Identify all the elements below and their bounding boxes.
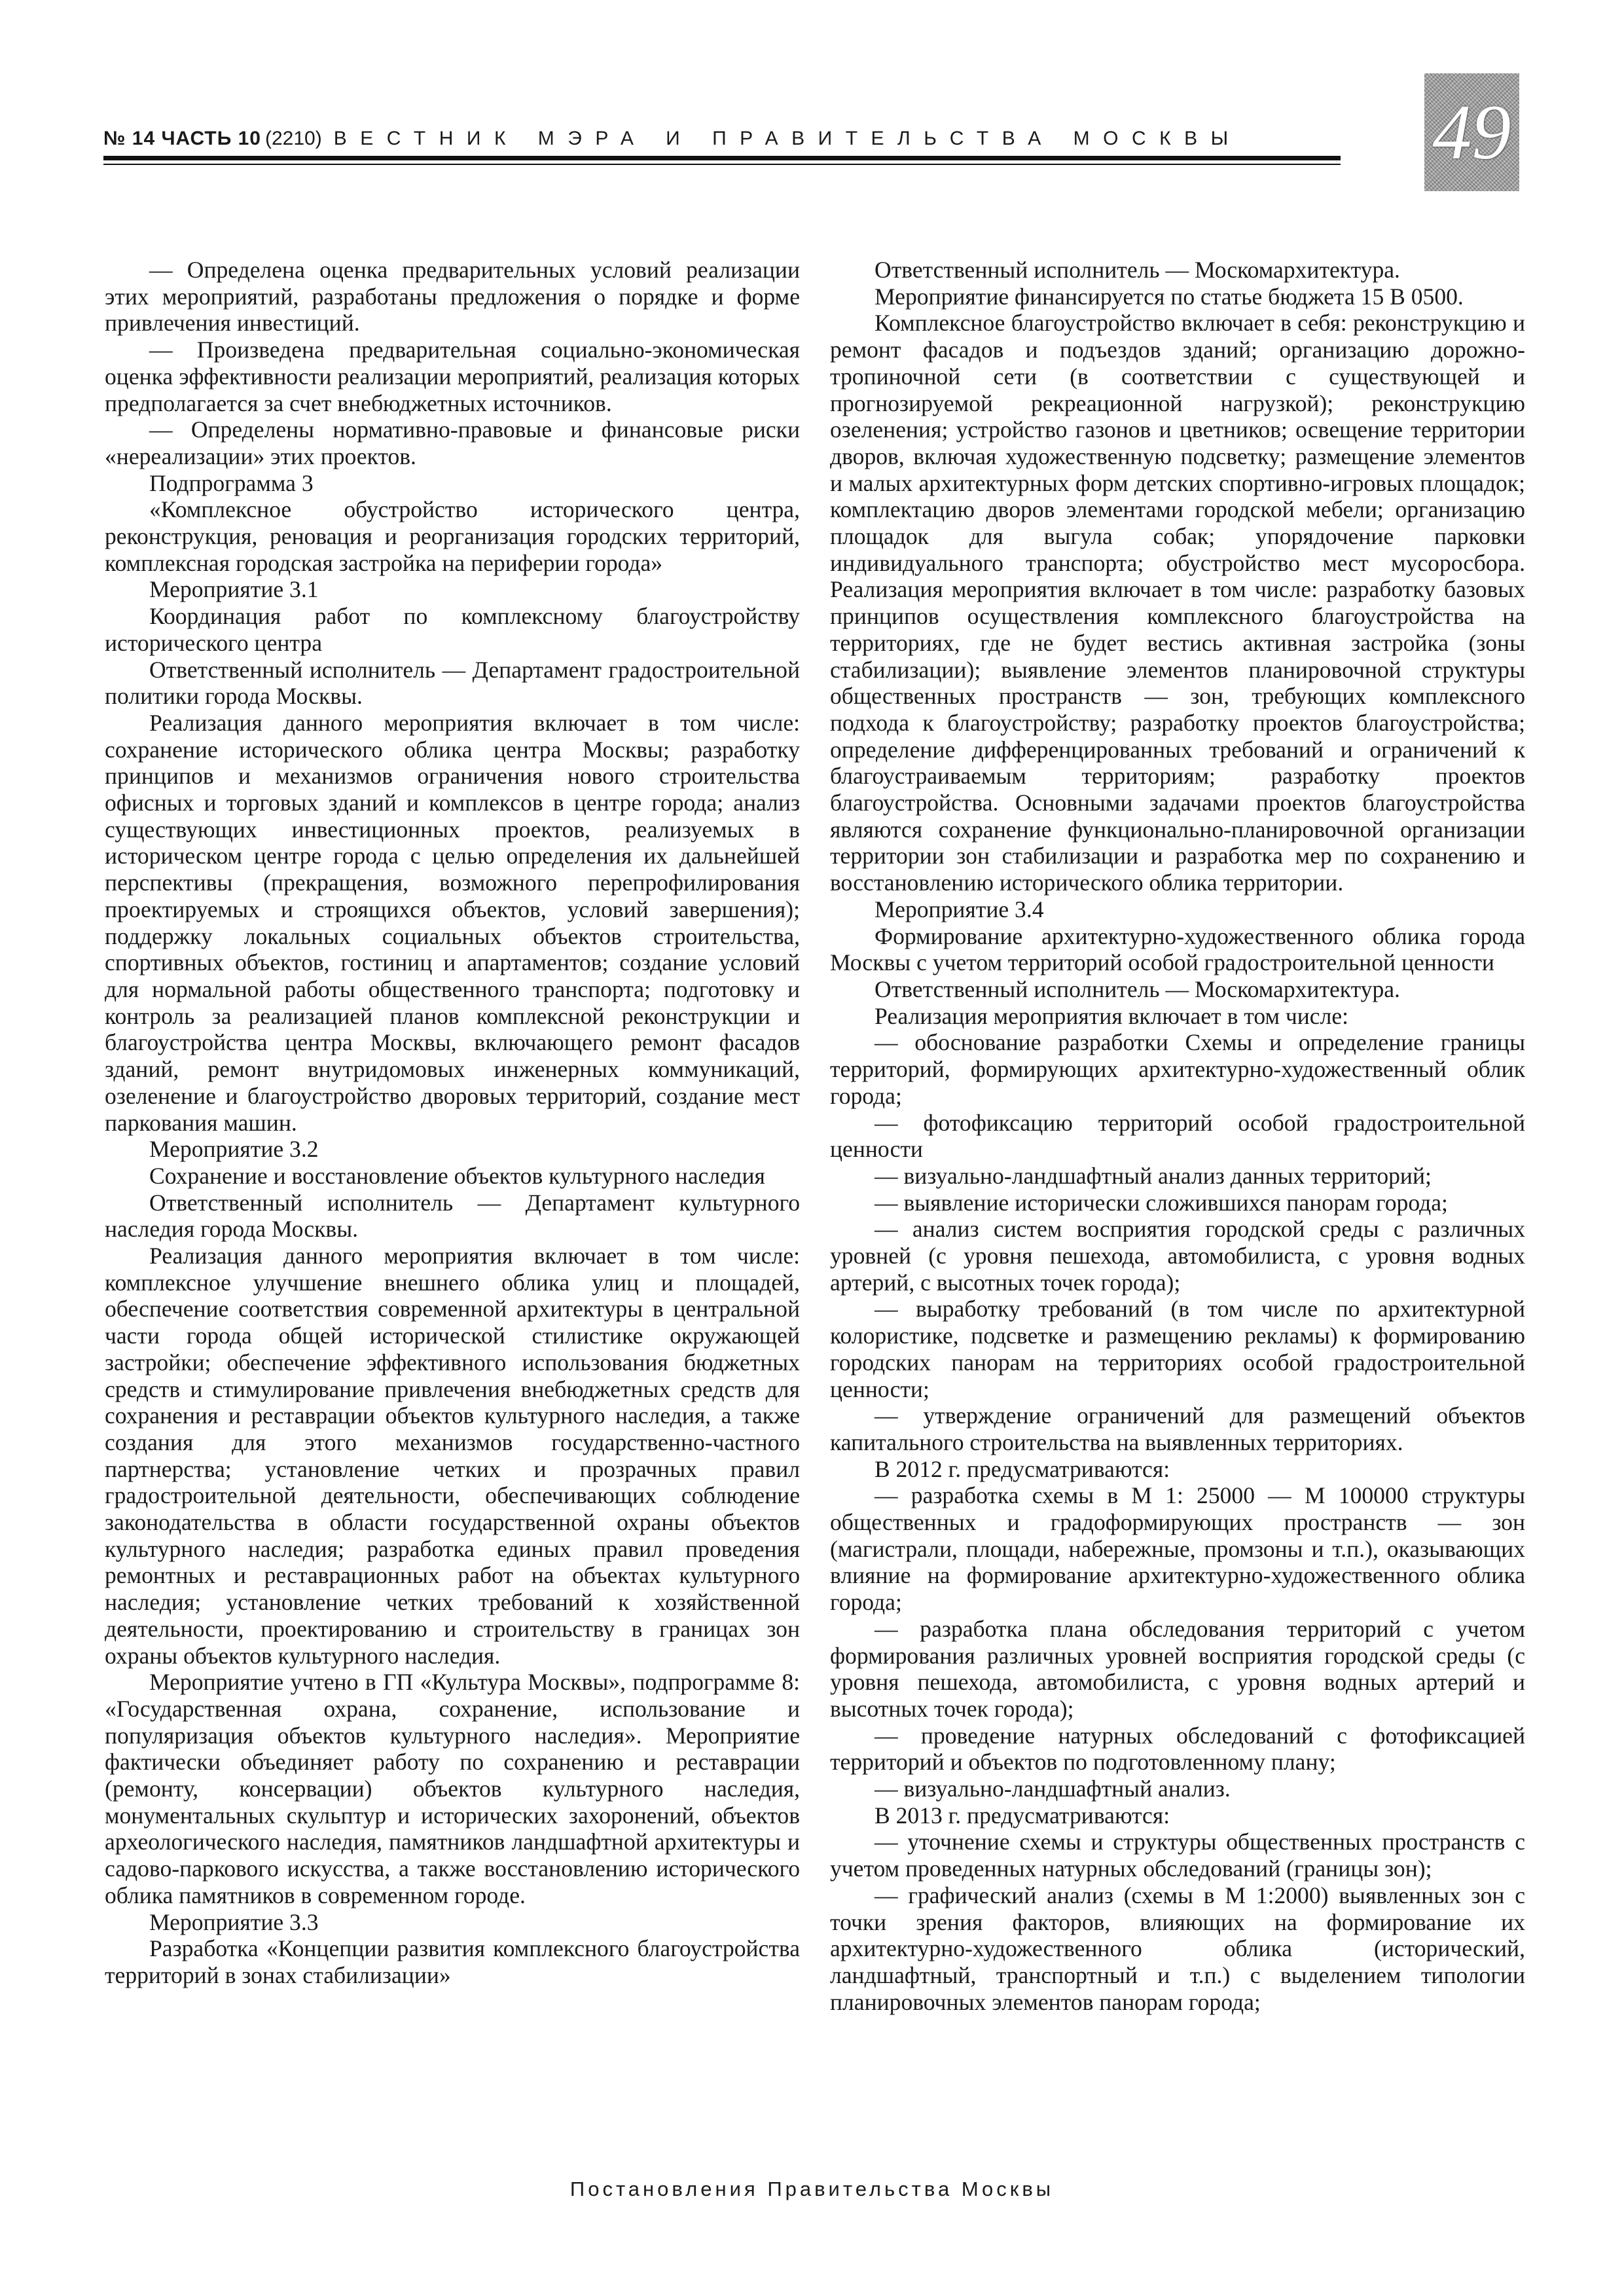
right-column <box>830 257 1525 2015</box>
journal-title: ВЕСТНИК МЭРА И ПРАВИТЕЛЬСТВА МОСКВЫ <box>333 128 1242 149</box>
page-number-badge <box>1424 73 1519 191</box>
list-item: — проведение натурных обследований с фотофиксацией территорий и объектов по подготовленному плану; <box>830 1722 1525 1776</box>
list-item: — выявление исторически сложившихся панорам города; <box>875 1189 1448 1216</box>
footer-section-title: Постановления Правительства Москвы <box>569 2178 1055 2200</box>
paragraph: — Определена оценка предварительных условий реализации этих мероприятий, разработаны предложения о порядке и форме привлечения инвестиций. <box>105 257 800 337</box>
left-column <box>105 257 800 1989</box>
running-header <box>103 124 1341 153</box>
list-item: — анализ систем восприятия городской среды с различных уровней (с уровня пешехода, автомобилиста, с уровня водных артерий, с высотных точек города); <box>830 1216 1525 1296</box>
measure-title: Формирование архитектурно-художественного облика города Москвы с учетом территорий особой градостроительной ценности <box>830 922 1525 976</box>
header-rule-thin <box>103 164 1341 165</box>
responsible-executor: Ответственный исполнитель — Департамент градостроительной политики города Москвы. <box>105 656 800 710</box>
responsible-executor: Ответственный исполнитель — Москомархитектура. <box>875 257 1400 283</box>
paragraph: Мероприятие учтено в ГП «Культура Москвы», подпрограмме 8: «Государственная охрана, сохранение, использование и популяризация объектов культурного наследия». Мероприятие фактически объединяет работу по сохранению и реставрации (ремонту, консервации) объектов культурного наследия, монументальных скульптур и исторических захоронений, объектов археологического наследия, памятников ландшафтной архитектуры и садово-паркового искусства, а также восстановлению исторического облика памятников в современном городе. <box>105 1669 800 1908</box>
list-item: — визуально-ландшафтный анализ. <box>875 1776 1231 1802</box>
paragraph: — Определены нормативно-правовые и финансовые риски «нереализации» этих проектов. <box>105 416 800 469</box>
list-item: — выработку требований (в том числе по архитектурной колористике, подсветке и размещению рекламы) к формированию городских панорам на территориях особой градостроительной ценности; <box>830 1296 1525 1402</box>
paragraph: Комплексное благоустройство включает в себя: реконструкцию и ремонт фасадов и подъездов зданий; организацию дорожно-тропиночной сети (в соответствии с существующей и прогнозируемой рекреационной нагрузкой); реконструкцию озеленения; устройство газонов и цветников; освещение территории дворов, включая художественную подсветку; размещение элементов и малых архитектурных форм детских спортивно-игровых площадок; комплектацию дворов элементами городской мебели; организацию площадок для выгула собак; упорядочение парковки индивидуального транспорта; обустройство мест мусоросбора. Реализация мероприятия включает в том числе: разработку базовых принципов осуществления комплексного благоустройства на территориях, где не будет вестись активная застройка (зоны стабилизации); выявление элементов планировочной структуры общественных пространств — зон, требующих комплексного подхода к благоустройству; разработку проектов благоустройства; определение дифференцированных требований и ограничений к благоустраиваемым территориям; разработку проектов благоустройства. Основными задачами проектов благоустройства являются сохранение функционально-планировочной организации территории зон стабилизации и разработка мер по сохранению и восстановлению исторического облика территории. <box>830 310 1525 896</box>
responsible-executor: Ответственный исполнитель — Москомархитектура. <box>875 975 1400 1002</box>
subprogram-heading: Подпрограмма 3 <box>149 469 314 496</box>
paragraph: Реализация данного мероприятия включает в том числе: комплексное улучшение внешнего облика улиц и площадей, обеспечение соответствия современной архитектуры в центральной части города общей исторической стилистике окружающей застройки; обеспечение эффективного использования бюджетных средств и стимулирование привлечения внебюджетных средств для сохранения и реставрации объектов культурного наследия, а также создания для этого механизмов государственно-частного партнерства; установление четких и прозрачных правил градостроительной деятельности, обеспечивающих соблюдение законодательства в области государственной охраны объектов культурного наследия; разработка единых правил проведения ремонтных и реставрационных работ на объектах культурного наследия; установление четких требований к хозяйственной деятельности, проектированию и строительству в границах зон охраны объектов культурного наследия. <box>105 1243 800 1669</box>
list-item: — визуально-ландшафтный анализ данных территорий; <box>875 1162 1432 1189</box>
measure-heading: Мероприятие 3.2 <box>149 1136 319 1163</box>
measure-title: Разработка «Концепции развития комплексного благоустройства территорий в зонах стабилизации» <box>105 1935 800 1988</box>
paragraph: Мероприятие финансируется по статье бюджета 15 В 0500. <box>875 283 1464 310</box>
list-item: — фотофиксацию территорий особой градостроительной ценности <box>830 1109 1525 1163</box>
page-number: 49 <box>1432 88 1511 175</box>
year-heading: В 2013 г. предусматриваются: <box>875 1802 1170 1829</box>
list-item: — графический анализ (схемы в М 1:2000) выявленных зон с точки зрения факторов, влияющих на формирование их архитектурно-художественного облика (исторический, ландшафтный, транспортный и т.п.) с выделением типологии планировочных элементов панорам города; <box>830 1882 1525 2015</box>
subprogram-title: «Комплексное обустройство исторического центра, реконструкция, реновация и реорганизация городских территорий, комплексная городская застройка на периферии города» <box>105 496 800 576</box>
year-heading: В 2012 г. предусматриваются: <box>875 1455 1170 1482</box>
issue-number: № 14 ЧАСТЬ 10 <box>103 128 261 149</box>
header-rule-thick <box>103 156 1341 160</box>
measure-heading: Мероприятие 3.3 <box>149 1908 319 1935</box>
paragraph: Реализация мероприятия включает в том числе: <box>875 1002 1349 1029</box>
measure-heading: Мероприятие 3.4 <box>875 896 1044 922</box>
list-item: — разработка схемы в М 1: 25000 — М 100000 структуры общественных и градоформирующих пространств — зон (магистрали, площади, набережные, промзоны и т.п.), оказывающих влияние на формирование архитектурно-художественного облика города; <box>830 1482 1525 1616</box>
measure-title: Координация работ по комплексному благоустройству исторического центра <box>105 603 800 656</box>
list-item: — обоснование разработки Схемы и определение границы территорий, формирующих архитектурно-художественный облик города; <box>830 1029 1525 1109</box>
responsible-executor: Ответственный исполнитель — Департамент культурного наследия города Москвы. <box>105 1189 800 1243</box>
paragraph: Реализация данного мероприятия включает в том числе: сохранение исторического облика центра Москвы; разработку принципов и механизмов ограничения нового строительства офисных и торговых зданий и комплексов в центре города; анализ существующих инвестиционных проектов, реализуемых в историческом центре города с целью определения их дальнейшей перспективы (прекращения, возможного перепрофилирования проектируемых и строящихся объектов, условий завершения); поддержку локальных социальных объектов строительства, спортивных объектов, гостиниц и апартаментов; создание условий для нормальной работы общественного транспорта; подготовку и контроль за реализацией планов комплексной реконструкции и благоустройства центра Москвы, включающего ремонт фасадов зданий, ремонт внутридомовых инженерных коммуникаций, озеленение и благоустройство дворовых территорий, создание мест паркования машин. <box>105 709 800 1136</box>
paragraph: — Произведена предварительная социально-экономическая оценка эффективности реализации мероприятий, реализация которых предполагается за счет внебюджетных источников. <box>105 337 800 416</box>
list-item: — разработка плана обследования территорий с учетом формирования различных уровней восприятия городской среды (с уровня пешехода, автомобилиста, с уровня водных артерий и высотных точек города); <box>830 1615 1525 1722</box>
measure-title: Сохранение и восстановление объектов культурного наследия <box>149 1162 765 1189</box>
list-item: — уточнение схемы и структуры общественных пространств с учетом проведенных натурных обследований (границы зон); <box>830 1829 1525 1882</box>
list-item: — утверждение ограничений для размещений объектов капитального строительства на выявленных территориях. <box>830 1402 1525 1455</box>
measure-heading: Мероприятие 3.1 <box>149 576 319 603</box>
issue-code: (2210) <box>265 128 322 149</box>
